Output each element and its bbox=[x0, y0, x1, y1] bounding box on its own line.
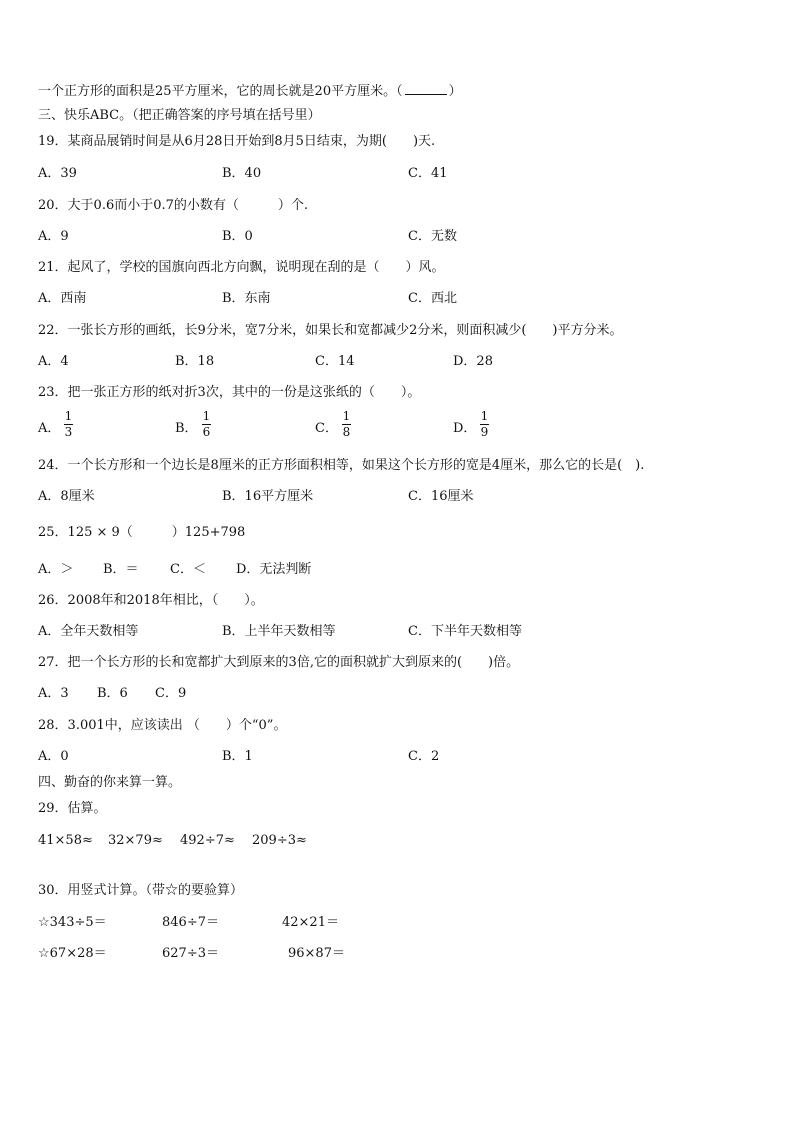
q26-option-b: B．上半年天数相等 bbox=[222, 624, 336, 639]
q23-option-a-label: A． bbox=[38, 421, 61, 436]
q19-option-b: B．40 bbox=[222, 166, 262, 181]
q25-option-b: B．＝ bbox=[103, 562, 139, 577]
question-23: 23．把一张正方形的纸对折3次，其中的一份是这张纸的（ ）。 bbox=[38, 385, 421, 400]
denominator: 6 bbox=[202, 425, 211, 439]
denominator: 8 bbox=[342, 425, 351, 439]
question-21: 21．起风了，学校的国旗向西北方向飘，说明现在刮的是（ ）风。 bbox=[38, 260, 445, 275]
q25-option-a: A．＞ bbox=[38, 562, 74, 577]
question-18-text: 一个正方形的面积是25平方厘米，它的周长就是20平方厘米。（ bbox=[38, 84, 403, 99]
question-19: 19．某商品展销时间是从6月28日开始到8月5日结束，为期( )天. bbox=[38, 134, 436, 149]
q30-row2-item-2: 627÷3＝ bbox=[162, 946, 219, 961]
q20-option-c: C．无数 bbox=[408, 229, 457, 244]
answer-blank bbox=[405, 82, 447, 95]
q29-item-3: 492÷7≈ bbox=[180, 833, 235, 848]
q20-option-a: A．9 bbox=[38, 229, 69, 244]
q20-option-b: B．0 bbox=[222, 229, 253, 244]
q19-option-a: A．39 bbox=[38, 166, 77, 181]
q22-option-b: B．18 bbox=[175, 354, 215, 369]
question-24: 24．一个长方形和一个边长是8厘米的正方形面积相等，如果这个长方形的宽是4厘米，那么它的长是( ). bbox=[38, 458, 645, 473]
denominator: 3 bbox=[64, 425, 73, 439]
q26-option-a: A．全年天数相等 bbox=[38, 624, 139, 639]
q23-option-d-fraction bbox=[480, 410, 489, 439]
q23-option-b-label: B． bbox=[175, 421, 198, 436]
denominator: 9 bbox=[480, 425, 489, 439]
section-3-heading: 三、快乐ABC。（把正确答案的序号填在括号里） bbox=[38, 108, 321, 123]
q23-option-c-fraction bbox=[342, 410, 351, 439]
q22-option-a: A．4 bbox=[38, 354, 69, 369]
q23-option-d-label: D． bbox=[453, 421, 477, 436]
q27-option-a: A．3 bbox=[38, 686, 69, 701]
q19-option-c: C．41 bbox=[408, 166, 448, 181]
q22-option-c: C．14 bbox=[315, 354, 355, 369]
q24-option-b: B．16平方厘米 bbox=[222, 489, 314, 504]
q21-option-b: B．东南 bbox=[222, 291, 271, 306]
question-26: 26．2008年和2018年相比，（ ）。 bbox=[38, 593, 264, 608]
question-18-close: ） bbox=[448, 84, 462, 99]
question-29: 29．估算。 bbox=[38, 801, 107, 816]
q25-option-c: C．＜ bbox=[170, 562, 206, 577]
q29-item-4: 209÷3≈ bbox=[252, 833, 307, 848]
q29-item-2: 32×79≈ bbox=[108, 833, 163, 848]
q30-row1-item-3: 42×21＝ bbox=[282, 915, 339, 930]
question-20: 20．大于0.6而小于0.7的小数有（ ）个. bbox=[38, 198, 309, 213]
q28-option-a: A．0 bbox=[38, 749, 69, 764]
numerator: 1 bbox=[64, 409, 73, 423]
question-18 bbox=[38, 82, 462, 100]
question-27: 27．把一个长方形的长和宽都扩大到原来的3倍,它的面积就扩大到原来的( )倍。 bbox=[38, 655, 520, 670]
question-25: 25．125 × 9（ ）125+798 bbox=[38, 525, 246, 540]
q21-option-a: A．西南 bbox=[38, 291, 87, 306]
question-28: 28．3.001中，应该读出 （ ）个“0”。 bbox=[38, 718, 287, 733]
q23-option-c-label: C． bbox=[315, 421, 338, 436]
q30-row2-item-1: ☆67×28＝ bbox=[38, 946, 107, 961]
question-30: 30．用竖式计算。（带☆的要验算） bbox=[38, 883, 244, 898]
question-22: 22．一张长方形的画纸，长9分米，宽7分米，如果长和宽都减少2分米，则面积减少( )平方分米。 bbox=[38, 323, 623, 338]
q30-row2-item-3: 96×87＝ bbox=[288, 946, 345, 961]
q21-option-c: C．西北 bbox=[408, 291, 457, 306]
numerator: 1 bbox=[480, 409, 489, 423]
numerator: 1 bbox=[202, 409, 211, 423]
q28-option-c: C．2 bbox=[408, 749, 440, 764]
q23-option-a-fraction bbox=[64, 410, 73, 439]
section-4-heading: 四、勤奋的你来算一算。 bbox=[38, 775, 182, 790]
q29-item-1: 41×58≈ bbox=[38, 833, 93, 848]
q28-option-b: B．1 bbox=[222, 749, 253, 764]
q30-row1-item-2: 846÷7＝ bbox=[162, 915, 219, 930]
q27-option-c: C．9 bbox=[155, 686, 187, 701]
q26-option-c: C．下半年天数相等 bbox=[408, 624, 522, 639]
q24-option-a: A．8厘米 bbox=[38, 489, 95, 504]
q22-option-d: D．28 bbox=[453, 354, 493, 369]
q25-option-d: D．无法判断 bbox=[236, 562, 312, 577]
q23-option-b-fraction bbox=[202, 410, 211, 439]
q24-option-c: C．16厘米 bbox=[408, 489, 474, 504]
q30-row1-item-1: ☆343÷5＝ bbox=[38, 915, 107, 930]
q27-option-b: B．6 bbox=[97, 686, 128, 701]
numerator: 1 bbox=[342, 409, 351, 423]
